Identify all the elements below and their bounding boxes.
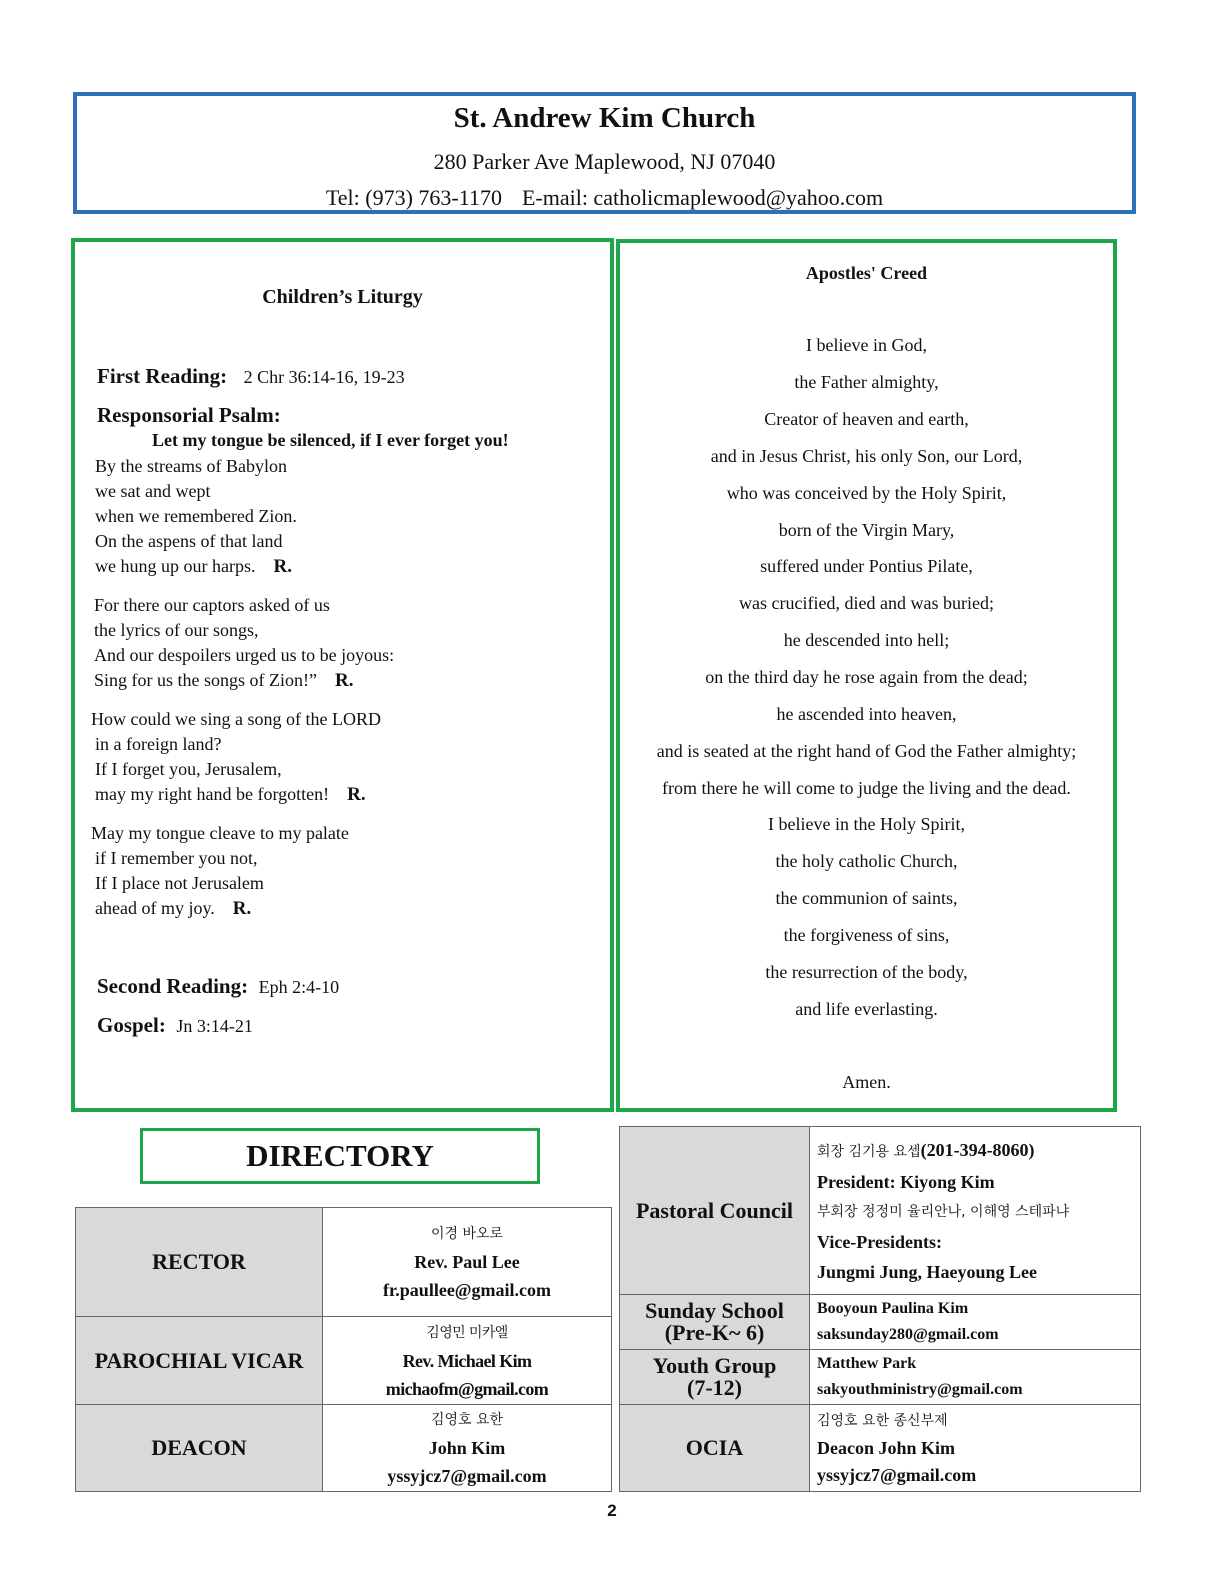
psalm-stanza-1 <box>95 454 297 579</box>
church-email[interactable]: E-mail: catholicmaplewood@yahoo.com <box>521 185 884 210</box>
creed-line: on the third day he rose again from the dead; <box>705 667 1028 687</box>
ocia-info <box>810 1405 1141 1492</box>
creed-line: I believe in the Holy Spirit, <box>768 814 965 834</box>
stanza-line: May my tongue cleave to my palate <box>91 823 349 843</box>
stanza-line: For there our captors asked of us <box>94 595 330 615</box>
sunday-school-info <box>810 1295 1141 1350</box>
church-contact <box>77 185 1132 211</box>
creed-line: the forgiveness of sins, <box>783 925 950 945</box>
second-reading <box>97 974 339 999</box>
church-name: St. Andrew Kim Church <box>453 102 756 134</box>
contact-name: Booyoun Paulina Kim <box>817 1300 969 1317</box>
stanza-line: in a foreign land? <box>95 734 222 754</box>
stanza-line: if I remember you not, <box>95 848 258 868</box>
gospel-label: Gospel: <box>97 1013 166 1037</box>
korean-name: 부회장 정정미 율리안나, 이해영 스테파냐 <box>817 1203 1070 1220</box>
directory-row <box>620 1127 1141 1295</box>
stanza-line: And our despoilers urged us to be joyous: <box>94 645 395 665</box>
contact-email[interactable]: saksunday280@gmail.com <box>817 1326 999 1343</box>
role-pastoral-council: Pastoral Council <box>620 1127 810 1295</box>
directory-row <box>620 1405 1141 1492</box>
role-line: Sunday School <box>645 1298 784 1323</box>
creed-title: Apostles' Creed <box>805 263 928 283</box>
apostles-creed-panel <box>616 239 1117 1112</box>
church-phone: Tel: (973) 763-1170 <box>325 185 502 210</box>
church-address: 280 Parker Ave Maplewood, NJ 07040 <box>433 149 776 174</box>
directory-row <box>620 1295 1141 1350</box>
contact-name: Deacon John Kim <box>817 1437 956 1458</box>
stanza-line: the lyrics of our songs, <box>94 620 259 640</box>
role-deacon: DEACON <box>76 1405 323 1492</box>
creed-line: born of the Virgin Mary, <box>778 520 955 540</box>
vicar-info <box>323 1317 612 1405</box>
stanza-line: may my right hand be forgotten! <box>95 784 330 804</box>
president-phone: (201-394-8060) <box>920 1139 1035 1160</box>
directory-row <box>76 1317 612 1405</box>
directory-clergy-table <box>75 1207 612 1492</box>
response-mark: R. <box>347 784 366 805</box>
korean-name: 김영민 미카엘 <box>426 1324 508 1341</box>
vice-presidents-names: Jungmi Jung, Haeyoung Lee <box>817 1261 1038 1282</box>
creed-line: he descended into hell; <box>783 630 950 650</box>
korean-name: 회장 김기용 요셉 <box>817 1143 921 1160</box>
contact-email[interactable]: sakyouthministry@gmail.com <box>817 1381 1023 1398</box>
creed-line: the resurrection of the body, <box>765 962 968 982</box>
contact-name: Rev. Paul Lee <box>414 1252 520 1272</box>
creed-line: I believe in God, <box>806 335 927 355</box>
stanza-line: ahead of my joy. <box>95 898 215 918</box>
vice-presidents-label: Vice-Presidents: <box>817 1231 942 1252</box>
first-reading-label: First Reading: <box>97 364 228 388</box>
first-reading <box>97 364 405 389</box>
role-parochial-vicar: PAROCHIAL VICAR <box>76 1317 323 1405</box>
pastoral-council-info <box>810 1127 1141 1295</box>
stanza-line: How could we sing a song of the LORD <box>91 709 381 729</box>
contact-name: John Kim <box>428 1438 506 1458</box>
creed-line: suffered under Pontius Pilate, <box>760 556 973 576</box>
contact-name: Matthew Park <box>817 1355 917 1372</box>
stanza-line: If I forget you, Jerusalem, <box>95 759 282 779</box>
psalm-stanza-2 <box>94 593 394 693</box>
creed-line: the holy catholic Church, <box>775 851 958 871</box>
creed-line: from there he will come to judge the living and the dead. <box>662 778 1071 798</box>
church-header <box>73 92 1136 214</box>
role-sunday-school <box>620 1295 810 1350</box>
creed-line: the Father almighty, <box>794 372 939 392</box>
korean-name: 김영호 요한 <box>430 1412 504 1428</box>
directory-row <box>620 1350 1141 1405</box>
president-name: President: Kiyong Kim <box>817 1171 995 1192</box>
creed-line: who was conceived by the Holy Spirit, <box>726 483 1007 503</box>
response-mark: R. <box>273 556 292 577</box>
directory-row <box>76 1405 612 1492</box>
page-number: 2 <box>607 1501 617 1520</box>
psalm-label: Responsorial Psalm: <box>97 403 281 427</box>
creed-line: and in Jesus Christ, his only Son, our Lord, <box>710 446 1023 466</box>
role-youth-group <box>620 1350 810 1405</box>
directory-row <box>76 1208 612 1317</box>
contact-email[interactable]: yssyjcz7@gmail.com <box>387 1466 547 1486</box>
stanza-line: when we remembered Zion. <box>95 506 297 526</box>
psalm-stanza-3 <box>91 707 381 807</box>
psalm-response: Let my tongue be silenced, if I ever forget you! <box>152 430 509 450</box>
second-reading-ref: Eph 2:4-10 <box>258 977 340 997</box>
creed-line: and is seated at the right hand of God the Father almighty; <box>656 741 1077 761</box>
liturgy-title: Children’s Liturgy <box>262 286 423 308</box>
psalm-stanza-4 <box>91 821 349 921</box>
response-mark: R. <box>334 670 354 691</box>
rector-info <box>323 1208 612 1317</box>
gospel <box>97 1013 253 1038</box>
stanza-line: we sat and wept <box>95 481 211 501</box>
deacon-info <box>323 1405 612 1492</box>
response-mark: R. <box>232 898 252 919</box>
contact-email[interactable]: michaofm@gmail.com <box>385 1378 549 1399</box>
childrens-liturgy-panel <box>71 238 614 1112</box>
korean-name: 이경 바오로 <box>430 1226 504 1242</box>
contact-email[interactable]: fr.paullee@gmail.com <box>382 1280 552 1300</box>
creed-line: and life everlasting. <box>795 999 938 1019</box>
role-line: (Pre-K~ 6) <box>664 1320 765 1345</box>
directory-ministries-table <box>619 1126 1141 1492</box>
creed-line: was crucified, died and was buried; <box>739 593 994 613</box>
contact-email[interactable]: yssyjcz7@gmail.com <box>817 1464 977 1485</box>
creed-line: Creator of heaven and earth, <box>764 409 969 429</box>
creed-amen: Amen. <box>842 1072 891 1092</box>
role-line: Youth Group <box>652 1353 777 1378</box>
role-line: (7-12) <box>687 1375 742 1400</box>
stanza-line: On the aspens of that land <box>95 531 283 551</box>
youth-group-info <box>810 1350 1141 1405</box>
directory-title: DIRECTORY <box>140 1128 540 1184</box>
creed-line: he ascended into heaven, <box>776 704 957 724</box>
contact-name: Rev. Michael Kim <box>402 1350 532 1371</box>
stanza-line: we hung up our harps. <box>95 556 256 576</box>
first-reading-ref: 2 Chr 36:14-16, 19-23 <box>243 367 405 387</box>
stanza-line: Sing for us the songs of Zion!” <box>94 670 317 690</box>
role-rector: RECTOR <box>76 1208 323 1317</box>
gospel-ref: Jn 3:14-21 <box>176 1016 253 1036</box>
creed-line: the communion of saints, <box>775 888 958 908</box>
stanza-line: By the streams of Babylon <box>95 456 287 476</box>
role-ocia: OCIA <box>620 1405 810 1492</box>
stanza-line: If I place not Jerusalem <box>95 873 264 893</box>
second-reading-label: Second Reading: <box>97 974 249 998</box>
korean-name: 김영호 요한 종신부제 <box>817 1412 948 1429</box>
